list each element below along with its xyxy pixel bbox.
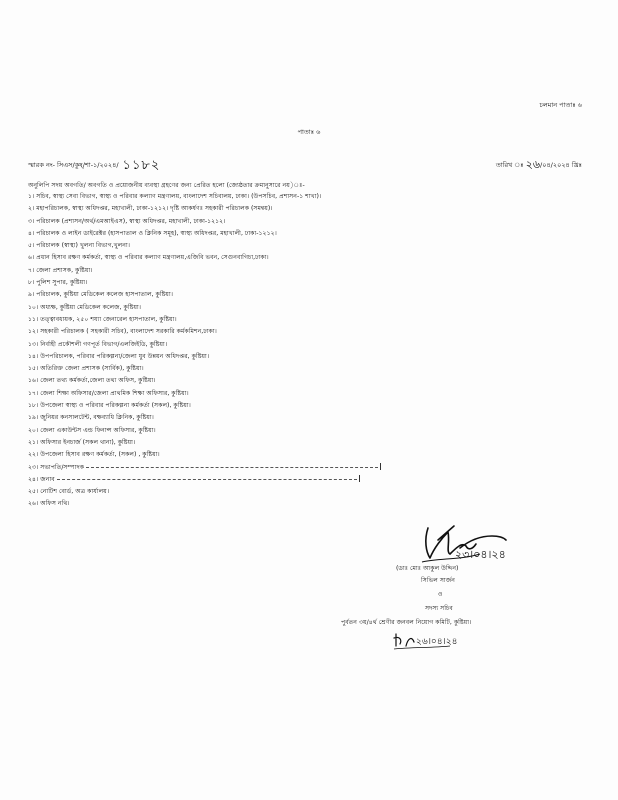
list-item: ৫। পরিচালক (স্বাস্থ্য) খুলনা বিভাগ,খুলনা। [28, 242, 130, 250]
list-item: ৭। জেলা প্রশাসক, কুষ্টিয়া। [28, 266, 93, 274]
list-item: ২২। উপজেলা হিসাব রক্ষণ কর্মকর্তা, (সকল) , কুষ্টিয়া। [28, 451, 160, 459]
memo-handwritten-number: ১১৮২ [122, 158, 161, 173]
memo-date [496, 155, 582, 174]
list-item: ৯। পরিচালক, কুষ্টিয়া মেডিকেল কলেজ হাসপাতাল, কুষ্টিয়া। [28, 291, 173, 299]
list-item: ২০। জেলা একাউন্টস এন্ড ফিনান্স অফিসার, কুষ্টিয়া। [28, 426, 156, 434]
list-item: ১৫। অতিরিক্ত জেলা প্রশাসক (সার্বিক), কুষ্টিয়া। [28, 365, 144, 373]
list-item: ৮। পুলিশ সুপার, কুষ্টিয়া। [28, 279, 88, 287]
list-item-label: ২৩। সভাপতি/সম্পাদক [28, 463, 85, 471]
list-item: ৪। পরিচালক ও লাইন ডাইরেক্টর (হাসপাতাল ও ক্লিনিক সমূহ), স্বাস্থ্য অধিদপ্তর, মহাখালী, ঢাকা-১২১২। [28, 229, 277, 237]
list-item: ১৪। উপপরিচালক, পরিবার পরিকল্পনা/জেলা যুব উন্নয়ন অধিদপ্তর, কুষ্টিয়া। [28, 352, 210, 360]
list-item: ৩। পরিচালক (প্রশাসন/অর্থ/এমআইএস), স্বাস্থ্য অধিদপ্তর, মহাখালী, ঢাকা-১২১২। [28, 217, 226, 225]
signatory-conjunction: ও [438, 591, 443, 598]
running-page-number: চলমান পাতাঃ ৬ [539, 101, 582, 109]
list-item: ৬। প্রধান হিসাব রক্ষণ কর্মকর্তা, স্বাস্থ্য ও পরিবার কল্যাণ মন্ত্রণালয়,এজিবি ভবন, সেগুনবাগিচা,ঢাকা। [28, 254, 269, 262]
initial-scribble-icon [392, 630, 458, 650]
list-item-blank-line [28, 474, 598, 486]
list-item: ১১। তত্ত্বাবধায়ক, ২৫০ শয্যা জেনারেল হাসপাতাল, কুষ্টিয়া। [28, 315, 177, 323]
list-item: ২। মহাপরিচালক, স্বাস্থ্য অধিদপ্তর, মহাখালী, ঢাকা-১২১২। দৃষ্টি আকর্ষণঃ সহকারী পরিচালক (সমন্বয়)। [28, 205, 273, 213]
date-day-handwritten: ২৬ [525, 158, 541, 171]
signatory-member-secretary: সদস্য সচিব [425, 605, 453, 612]
list-item: ২১। অফিসার ইনচার্জ (সকল থানা), কুষ্টিয়া। [28, 438, 136, 446]
date-rest: /০৪/২০২৪ খ্রিঃ [540, 161, 582, 169]
line-end-mark [359, 475, 360, 482]
list-item: ১৮। উপজেলা স্বাস্থ্য ও পরিবার পরিকল্পনা কর্মকর্তা (সকল), কুষ্টিয়া। [28, 402, 191, 410]
copy-list [28, 191, 598, 511]
list-item: ১৯। জুনিয়র কনসালটেন্ট, বক্ষব্যাধি ক্লিনিক, কুষ্টিয়া। [28, 414, 154, 422]
list-item: ২৬। অফিস নথি। [28, 500, 70, 508]
memo-row [28, 152, 582, 173]
list-item: ১০। অধ্যক্ষ, কুষ্টিয়া মেডিকেল কলেজ, কুষ্টিয়া। [28, 303, 142, 311]
list-item: ১৬। জেলা তথ্য কর্মকর্তা,জেলা তথ্য অফিস, কুষ্টিয়া। [28, 377, 156, 385]
list-item: ১। সচিব, স্বাস্থ্য সেবা বিভাগ, স্বাস্থ্য ও পরিবার কল্যাণ মন্ত্রণালয়, বাংলাদেশ সচিবালয়, ঢাকা। (উপসচিব, প্রশাসন-১ শাখা)। [28, 193, 322, 200]
list-item: ২৫। নোটিশ বোর্ড, অত্র কার্যালয়। [28, 488, 110, 496]
signatory-role: সিভিল সার্জন [421, 577, 455, 584]
date-label: তারিখ ঃ [495, 161, 524, 169]
list-item: ১৩। নির্বাহী প্রকৌশলী গণপূর্ত বিভাগ/এলজিইডি, কুষ্টিয়া। [28, 340, 168, 348]
list-item: ১৭। জেলা শিক্ষা অফিসার/জেলা প্রাথমিক শিক্ষা অফিসার, কুষ্টিয়া। [28, 389, 189, 397]
signatory-committee: পুর্বতন ৩য়/৪র্থ শ্রেণীর জনবল নিয়োগ কমিটি, কুষ্টিয়া। [341, 619, 472, 626]
signatory-name: (ডাঃ মোঃ আকুল উদ্দিন) [396, 565, 459, 572]
list-item-label: ২৪। জনাব [28, 475, 55, 483]
line-end-mark [380, 463, 381, 470]
initial-handwritten-date: ২৬।০৪।২৪ [416, 637, 458, 647]
page-number: পাতাঃ ৬ [297, 128, 321, 136]
copy-intro: অনুলিপি সদয় অবগতি/ অবগতি ও প্রয়োজনীয় ব্যবস্থা গ্রহণের জন্য প্রেরিত হলো (জ্যেষ্ঠতার ক্রমানুসারে নয়)ঃ- [28, 182, 305, 189]
memo-label: স্মারক নং- সিএস/কুষ্/শা-১/২০২৪/ [28, 161, 119, 169]
blank-dashed-line [86, 464, 378, 470]
memo-reference [28, 154, 160, 175]
blank-dashed-line [57, 476, 357, 482]
list-item: ১২। সহকারী পরিচালক ( সহকারী সচিব), বাংলাদেশ সরকারি কর্মকমিশন,ঢাকা। [28, 328, 217, 336]
signature-handwritten-date: ২৩।০৪।২৪ [455, 548, 506, 561]
list-item-blank-line [28, 462, 598, 474]
